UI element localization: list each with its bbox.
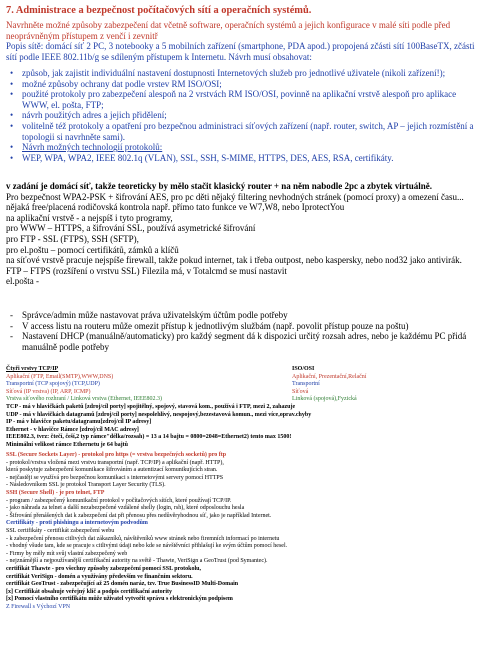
- answer-line: FTP – FTPS (rozšíření o vrstvu SSL) Filezila má, v Totalcmd se musí nastavit: [6, 265, 287, 276]
- answer-line: na síťové vrstvě pracuje nejspíše firewall, takže pokud internet, tak i třeba outpost, nebo kaspersky, nebo nod32 jako antivirák.: [6, 255, 462, 266]
- note-line: SSH (Secure Shell) - je pro telnet, FTP: [6, 489, 105, 496]
- answer-block: [6, 181, 482, 287]
- list-item: • WEP, WPA, WPA2, IEEE 802.1q (VLAN), SSL, SSH, S-MIME, HTTPS, DES, AES, RSA, certifikáty.: [10, 152, 394, 163]
- note-line: - program / zabezpečený komunikační protokol v počítačových sítích, které používají TCP/IP.: [6, 497, 232, 504]
- bullet-icon: •: [10, 120, 14, 131]
- protocol-line: Ethernet - v hlavičce Rámce [zdroj/cíl MAC adresy]: [6, 426, 139, 433]
- table-row: Aplikační (FTP, Email(SMTP),WWW,DNS) Aplikační, Prezentační,Relační: [6, 373, 367, 380]
- bullet-icon: •: [10, 89, 14, 100]
- intro-paragraph: Navrhněte možné způsoby zabezpečení dat včetně software, operačních systémů a jejich konfigurace v malé síti podle před neoprávněným přístupem z venčí i zevnitř: [6, 20, 451, 41]
- bullet-icon: •: [10, 78, 14, 89]
- note-line: certifikát Thawte - pro všechny způsoby zabezpečení pomocí SSL protokolu,: [6, 565, 202, 572]
- note-line: - vhodný všude tam, kde se pracuje s citlivými údaji nebo kde se návštěvníci přihlašují ke svým účtům pomocí hesel.: [6, 543, 288, 550]
- note-line: - jako náhrada za telnet a další nezabezpečené vzdálené shelly (login, rsh), které odposlouchu hesla: [6, 505, 245, 512]
- note-line: SSL certifikáty - certifikát zabezpečení webu: [6, 527, 115, 534]
- section-title: 7. Administrace a bezpečnost počítačových sítí a operačních systémů.: [6, 5, 312, 16]
- requirements-list: [6, 68, 482, 163]
- bullet-icon: •: [10, 142, 14, 153]
- note-line: - k zabezpečení přenosu citlivých dat zákazníků, návštěvníků www stránek nebo firemních informací po internetu: [6, 535, 280, 542]
- list-item: • volitelně též protokoly a opatření pro bezpečnou administraci síťových zařízení (např. router, switch, AP – jejich rozmístění a topologii si navrhněte sami).: [10, 120, 474, 142]
- bullet-icon: •: [10, 110, 14, 121]
- note-line: - Šifrování přenášených dat k zabezpečení dat při přenosu přes nedůvěryhodnou síť, jako je například Internet.: [6, 512, 272, 519]
- note-line: - Firmy by měly mít svůj vlastní zabezpečený web: [6, 550, 128, 557]
- answer-line: pro WWW – HTTPS, a šifrování SSL, používá asymetrické šifrování: [6, 223, 256, 234]
- list-item: • způsob, jak zajistit individuální nastavení dostupnosti Internetových služeb pro jednotlivé uživatele (nikoli zařízení!);: [10, 68, 446, 78]
- notes-block: [6, 452, 482, 611]
- table-row: Síťová (IP vrstva) (IP, ARP, ICMP) Síťová: [6, 388, 309, 395]
- list-item: - Nastavení DHCP (manuálně/automaticky) pro každý segment dá k dispozici určitý rozsah adres, nebo je každému PC přidá manuálně podle potřeby: [10, 331, 467, 352]
- table-row: Transportní (TCP spojový) (TCP,UDP) Transportní: [6, 381, 320, 388]
- note-line: - protokol/vrstva vložená mezi vrstvu transportní (např. TCP/IP) a aplikační (např. HTTP),: [6, 459, 224, 466]
- layers-table: [6, 366, 482, 404]
- list-item: - V access listu na routeru může omezit přístup k jednotlivým službám (např. povolit přístup pouze na poštu): [10, 320, 409, 331]
- note-line: certifikát GeoTrust - zabezpečující až 25 domén naráz, tzv. True BusinessID Multi-Domain: [6, 581, 239, 588]
- note-line: SSL (Secure Sockets Layer) - protokol pro https (= vrstva bezpečných socketů) pro ftp: [6, 452, 227, 458]
- protocol-line: UDP - má v hlavičkách datagramů [zdroj/cíl porty] nespolehlivý, nespojový,bezestavová komun., mezi více,oprav.chyby: [6, 411, 312, 418]
- note-line: [x] Pomocí vlastního certifikátu může uživatel vytvořit správu s elektronickým podpisem: [6, 596, 233, 603]
- protocol-line: Minimální velikost rámce Ethernetu je 64 bajtů: [6, 441, 128, 448]
- note-line: certifikát VeriSign - domén a využívány především ve finančním sektoru.: [6, 573, 193, 580]
- protocol-block: [6, 404, 482, 450]
- intro-block: [6, 20, 482, 62]
- network-description: Popis sítě: domácí síť 2 PC, 3 notebooky a 5 mobilních zařízení (smartphone, PDA apod.) propojená zčásti sítí 100BaseTX, zčásti sítí podle IEEE 802.11b/g se sdíleným přístupem k Internetu. Návrh musí obsahovat:: [6, 41, 475, 62]
- answer-line: v zadání je domácí síť, takže teoreticky by mělo stačit klasický router + na něm nabodle 2pc a zbytek virtuálně.: [6, 181, 433, 191]
- list-item: • návrh použitých adres a jejich přidělení;: [10, 110, 167, 121]
- note-line: - Následovníkem SSL je protokol Transport Layer Security (TLS).: [6, 482, 166, 489]
- protocol-line: TCP - má v hlavičkách paketů [zdroj/cíl porty] spojitělný, spojový, stavová kom., používá i FTP, mezi 2, zahazuje: [6, 404, 296, 410]
- note-line: která poskytuje zabezpečení komunikace šifrováním a autentizací komunikujících stran.: [6, 467, 218, 474]
- note-line: Z Firewall s Výchozí VPN: [6, 603, 71, 610]
- answer-line: Pro bezpečnost WPA2-PSK + šifrování AES, pro pc děti nějaký filtering nevhodných stránek (pomocí proxy) a omezení času... nějaká free/placená rodičovská kontrola např. přímo tato funkce ve W7,W8, nebo IprotectYou: [6, 191, 464, 213]
- bullet-icon: •: [10, 68, 14, 78]
- table-header-row: Čtyři vrstvy TCP/IP ISO/OSI: [6, 366, 315, 372]
- note-line: - nejčastěji se využívá pro bezpečnou komunikaci s internetovými servery pomocí HTTPS: [6, 474, 224, 481]
- note-line: [x] Certifikát obsahuje veřejný klíč a podpis certifikační autority: [6, 588, 172, 595]
- table-row: Vrstva síťového rozhraní / Linková vrstva (Ethernet, IEEE802.3) Linková (spojová),Fyzická: [6, 396, 357, 403]
- answer-line: na aplikační vrstvě - a nejspíš i tyto programy,: [6, 212, 173, 223]
- list-item: - Správce/admin může nastavovat práva uživatelským účtům podle potřeby: [10, 310, 288, 320]
- answer-line: pro FTP - SSL (FTPS), SSH (SFTP),: [6, 233, 139, 244]
- note-line: - nejznámější a nejpoužívanější certifikační autority na světě - Thawte, VeriSign a GeoTrust (pod Symantec).: [6, 558, 268, 565]
- answer-line: pro el.poštu – pomocí certifikátů, zámků a klíčů: [6, 244, 179, 255]
- answer-line: el.pošta -: [6, 276, 39, 287]
- bullet-icon: •: [10, 152, 14, 163]
- list-item: • Návrh možných technologií protokolů:: [10, 142, 163, 153]
- protocol-line: IP - má v hlavičce paketu/datagramu[zdroj/cíl IP adresy]: [6, 419, 152, 426]
- list-item: • použité protokoly pro zabezpečení alespoň na 2 vrstvách RM ISO/OSI, povinně na aplikační vrstvě alespoň pro aplikace WWW, el. pošta, FTP;: [10, 89, 457, 110]
- note-line: Certifikáty - proti phishingu a internetovým podvodům: [6, 520, 148, 527]
- protocol-line: IEEE802.3, tvrz: čtečí, češí,2 typ rámce"délka/rozsah) = 13 a 14 bajtu = 0800=2048=Ethernet2) tento max 1500!: [6, 434, 292, 441]
- list-item: • možné způsoby ochrany dat podle vrstev RM ISO/OSI;: [10, 78, 222, 89]
- dash-list: [6, 310, 482, 352]
